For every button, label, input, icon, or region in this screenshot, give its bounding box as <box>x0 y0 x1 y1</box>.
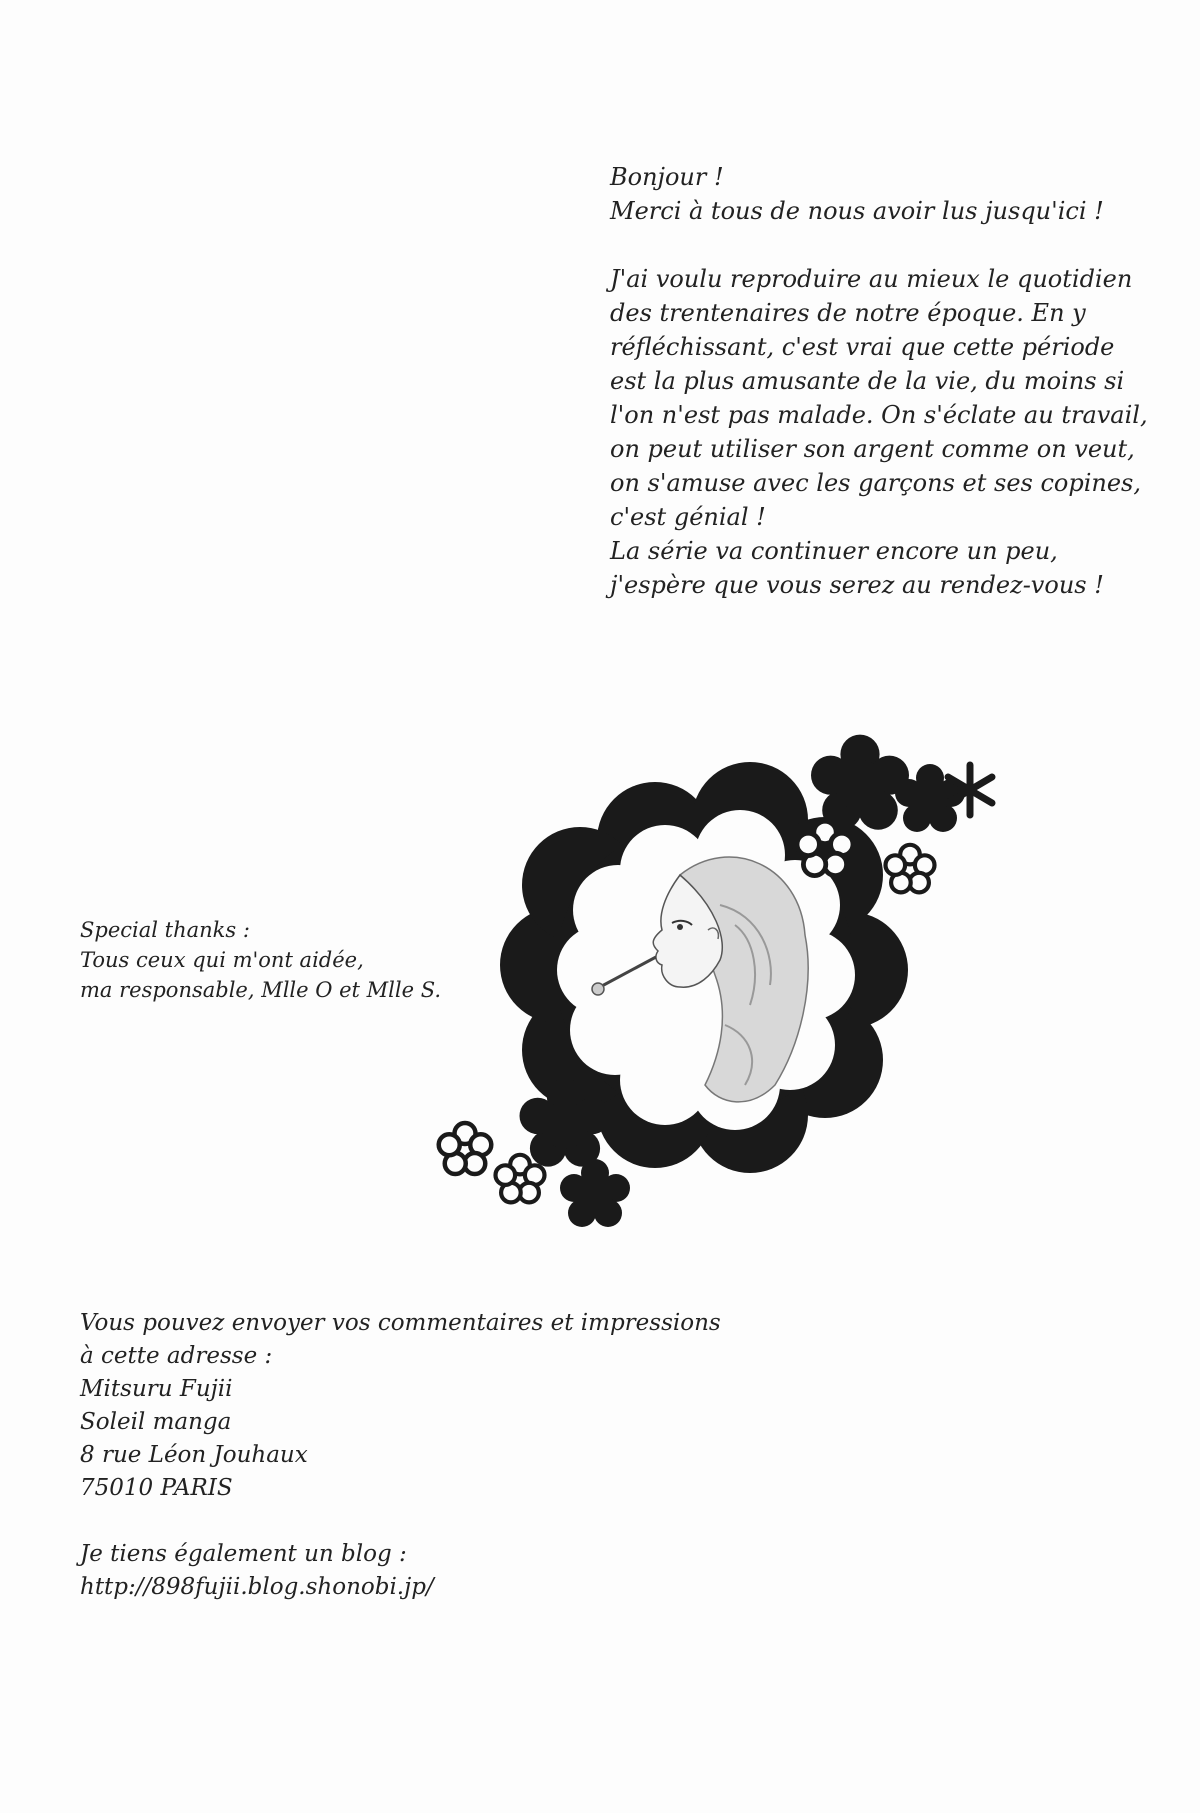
letter-line: est la plus amusante de la vie, du moins si <box>610 367 1125 395</box>
flower-frame-illustration <box>430 725 1000 1235</box>
letter-line: j'espère que vous serez au rendez-vous ! <box>610 571 1104 599</box>
letter-line: on peut utiliser son argent comme on veut, <box>610 435 1135 463</box>
thanks-line: Special thanks : <box>80 918 250 942</box>
contact-line <box>80 1505 721 1538</box>
contact-line: Je tiens également un blog : <box>80 1541 407 1567</box>
contact-name: Mitsuru Fujii <box>80 1376 233 1402</box>
letter-line: on s'amuse avec les garçons et ses copines, <box>610 469 1141 497</box>
contact-line: Vous pouvez envoyer vos commentaires et impressions <box>80 1310 721 1336</box>
contact-city: 75010 PARIS <box>80 1475 233 1501</box>
blog-url: http://898fujii.blog.shonobi.jp/ <box>80 1574 434 1600</box>
letter-line: l'on n'est pas malade. On s'éclate au travail, <box>610 401 1148 429</box>
thanks-line: ma responsable, Mlle O et Mlle S. <box>80 978 442 1002</box>
letter-line: des trentenaires de notre époque. En y <box>610 299 1086 327</box>
letter-line: Bonjour ! <box>610 163 724 191</box>
letter-line: J'ai voulu reproduire au mieux le quotidien <box>610 265 1133 293</box>
letter-line <box>610 228 1148 262</box>
letter-line: Merci à tous de nous avoir lus jusqu'ici ! <box>610 197 1104 225</box>
author-letter <box>610 160 1148 602</box>
contact-street: 8 rue Léon Jouhaux <box>80 1442 308 1468</box>
contact-info <box>80 1307 721 1604</box>
letter-line: réfléchissant, c'est vrai que cette période <box>610 333 1115 361</box>
special-thanks <box>80 915 441 1005</box>
contact-line: à cette adresse : <box>80 1343 273 1369</box>
contact-company: Soleil manga <box>80 1409 232 1435</box>
letter-line: La série va continuer encore un peu, <box>610 537 1058 565</box>
thanks-line: Tous ceux qui m'ont aidée, <box>80 948 364 972</box>
letter-line: c'est génial ! <box>610 503 766 531</box>
